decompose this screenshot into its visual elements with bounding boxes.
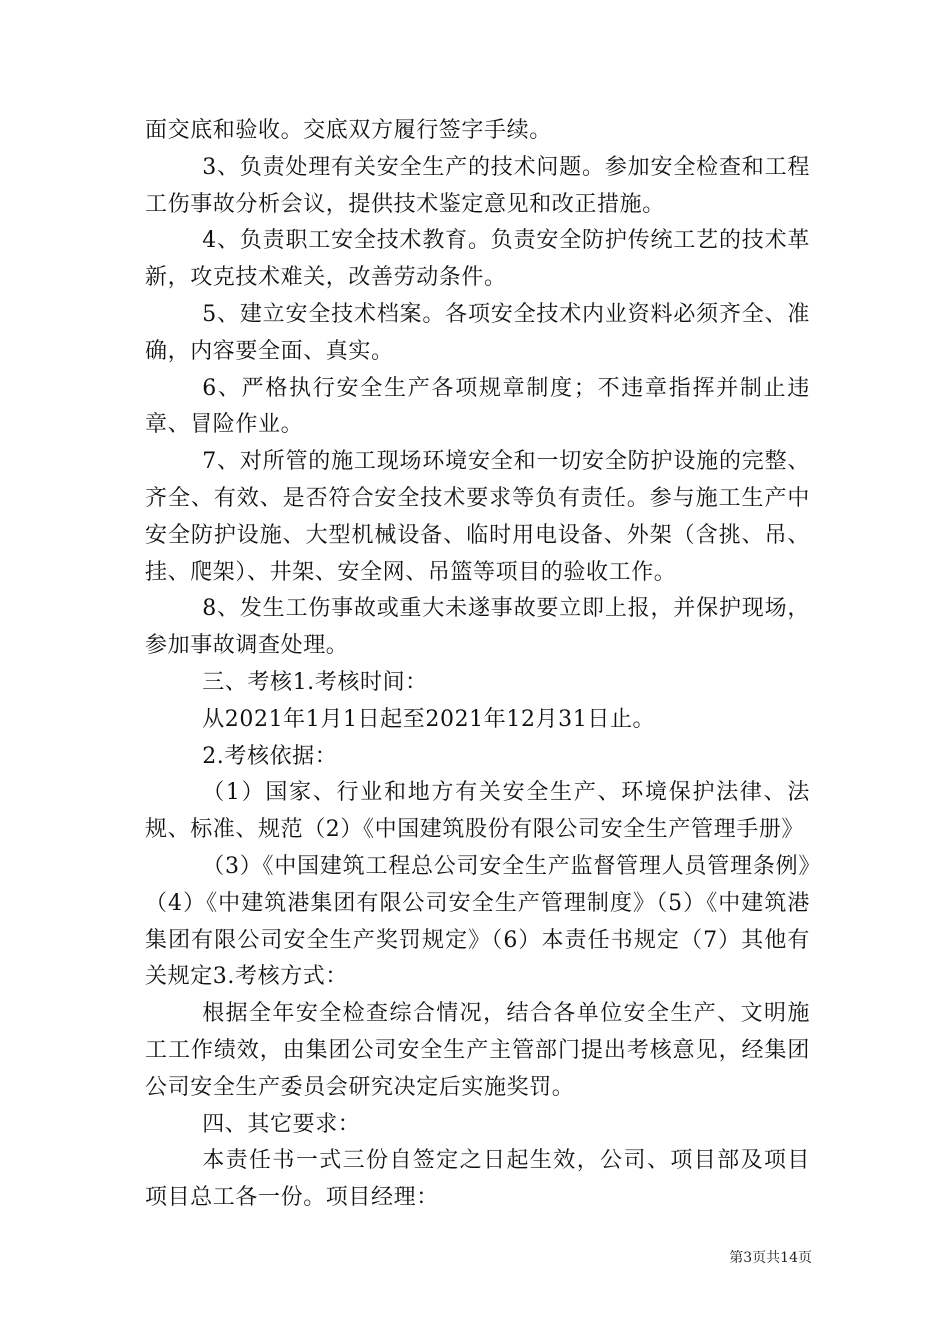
paragraph-item-7: 7、对所管的施工现场环境安全和一切安全防护设施的完整、齐全、有效、是否符合安全技术要求等负有责任。参与施工生产中安全防护设施、大型机械设备、临时用电设备、外架（含挑、吊、挂、爬架）、井架、安全网、吊篮等项目的验收工作。 — [145, 449, 810, 585]
paragraph-item-5: 5、建立安全技术档案。各项安全技术内业资料必须齐全、准确，内容要全面、真实。 — [145, 301, 810, 364]
paragraph-continuation: 面交底和验收。交底双方履行签字手续。 — [145, 118, 552, 143]
document-body — [145, 113, 810, 1217]
section-heading-other-requirements: 四、其它要求： — [202, 1111, 361, 1137]
paragraph-item-6: 6、严格执行安全生产各项规章制度；不违章指挥并制止违章、冒险作业。 — [145, 375, 810, 438]
assessment-method: 根据全年安全检查综合情况，结合各单位安全生产、文明施工工作绩效，由集团公司安全生产主管部门提出考核意见，经集团公司安全生产委员会研究决定后实施奖罚。 — [145, 1001, 810, 1100]
section-heading-assessment: 三、考核1.考核时间： — [202, 669, 428, 695]
paragraph-item-3: 3、负责处理有关安全生产的技术问题。参加安全检查和工程工伤事故分析会议，提供技术鉴定意见和改正措施。 — [145, 154, 810, 217]
assessment-period: 从2021年1月1日起至2021年12月31日止。 — [202, 706, 656, 732]
assessment-basis-heading: 2.考核依据： — [202, 743, 338, 769]
assessment-basis-list-1: （1）国家、行业和地方有关安全生产、环境保护法律、法规、标准、规范（2）《中国建筑股份有限公司安全生产管理手册》 — [145, 780, 810, 843]
assessment-basis-list-2: （3）《中国建筑工程总公司安全生产监督管理人员管理条例》（4）《中建筑港集团有限公司安全生产管理制度》（5）《中建筑港集团有限公司安全生产奖罚规定》（6）本责任书规定（7）其他有关规定3.考核方式： — [145, 853, 810, 990]
paragraph-effective-terms: 本责任书一式三份自签定之日起生效，公司、项目部及项目项目总工各一份。项目经理： — [145, 1148, 810, 1211]
paragraph-item-4: 4、负责职工安全技术教育。负责安全防护传统工艺的技术革新，攻克技术难关，改善劳动条件。 — [145, 228, 810, 291]
paragraph-item-8: 8、发生工伤事故或重大未遂事故要立即上报，并保护现场，参加事故调查处理。 — [145, 596, 810, 659]
page-number-footer: 第3页共14页 — [729, 1250, 812, 1266]
